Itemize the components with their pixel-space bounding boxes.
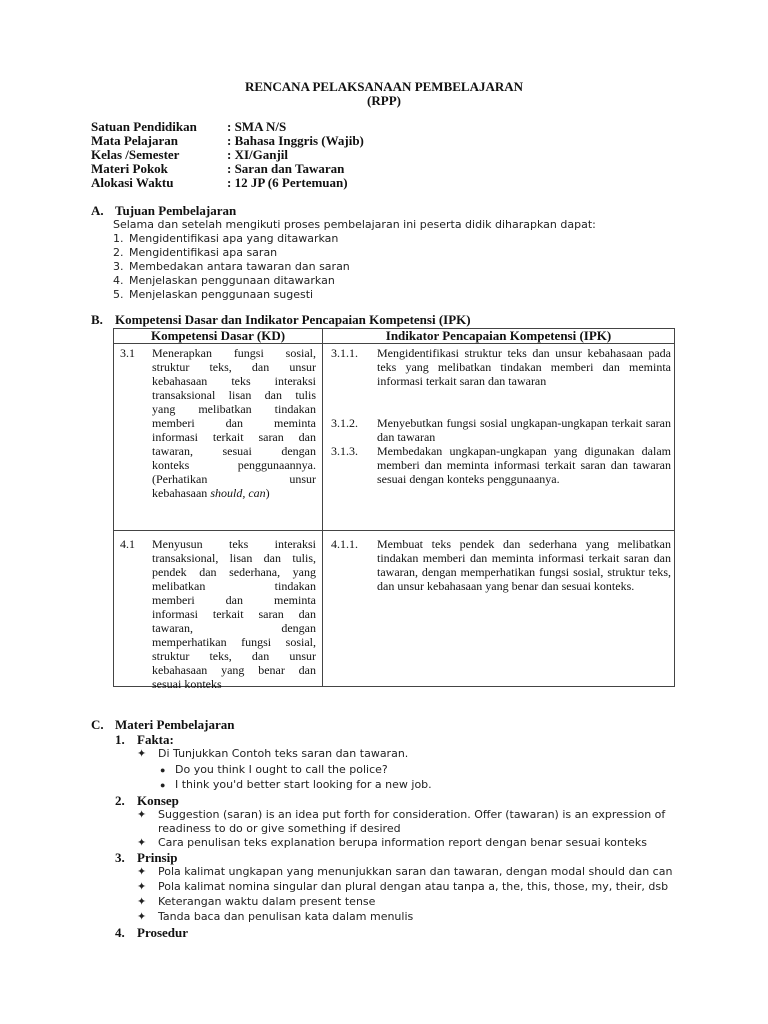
identity-value: : Bahasa Inggris (Wajib) xyxy=(227,133,364,148)
ipk-number: 3.1.2. xyxy=(331,416,358,430)
section-a-intro: Selama dan setelah mengikuti proses pembelajaran ini peserta didik diharapkan dapat: xyxy=(113,218,596,231)
ipk-text: Membuat teks pendek dan sederhana yang melibatkan tindakan memberi dan meminta informasi terkait saran dan tawaran, dengan memperhatikan fungsi sosial, struktur teks, dan unsur kebahasaan yang benar dan sesuai konteks. xyxy=(377,537,671,593)
list-item: Di Tunjukkan Contoh teks saran dan tawaran. xyxy=(158,747,409,760)
list-item xyxy=(113,288,313,302)
ipk-cell xyxy=(323,344,675,531)
column-header-kd: Kompetensi Dasar (KD) xyxy=(114,329,323,344)
ipk-text: Membedakan ungkapan-ungkapan yang digunakan dalam memberi dan meminta informasi terkait saran dan tawaran sesuai dengan konteks penggunaanya. xyxy=(377,444,671,486)
identity-label: Satuan Pendidikan xyxy=(91,119,197,134)
competency-table xyxy=(113,328,675,691)
ipk-cell xyxy=(323,531,675,687)
item-text: Menjelaskan penggunaan ditawarkan xyxy=(129,274,335,287)
section-title: Kompetensi Dasar dan Indikator Pencapaian Kompetensi (IPK) xyxy=(115,312,471,327)
subsection-fakta xyxy=(115,733,174,747)
cross-bullet-icon: ✦ xyxy=(137,865,147,878)
list-item xyxy=(113,246,277,260)
table-row xyxy=(114,531,675,687)
cross-bullet-icon: ✦ xyxy=(137,895,147,908)
bullet-icon: ● xyxy=(160,780,166,790)
section-c-heading xyxy=(91,718,234,732)
cross-bullet-icon: ✦ xyxy=(137,836,147,849)
identity-label: Kelas /Semester xyxy=(91,147,180,162)
ipk-number: 3.1.3. xyxy=(331,444,358,458)
kd-cell xyxy=(114,344,323,531)
list-item-continued: readiness to do or give something if desired xyxy=(158,822,401,835)
kd-number: 3.1 xyxy=(120,346,135,360)
ipk-number: 3.1.1. xyxy=(331,346,358,360)
kd-number: 4.1 xyxy=(120,537,135,551)
section-a-heading xyxy=(91,204,236,218)
item-number: 2. xyxy=(113,246,124,259)
kd-text: Menerapkan fungsi sosial, struktur teks, dan unsur kebahasaan teks interaksi transaksional lisan dan tulis yang melibatkan tindakan memberi dan meminta informasi terkait saran dan tawaran, sesuai dengan konteks penggunaannya. (Perhatikan unsur kebahasaan should, can) xyxy=(152,346,316,500)
subsection-prinsip xyxy=(115,851,177,865)
table-header-row xyxy=(114,329,675,344)
item-number: 5. xyxy=(113,288,124,301)
identity-value: : XI/Ganjil xyxy=(227,147,289,162)
identity-row xyxy=(91,162,344,176)
section-letter: B. xyxy=(91,312,103,327)
subsection-number: 3. xyxy=(115,850,125,865)
list-item: Keterangan waktu dalam present tense xyxy=(158,895,376,908)
item-number: 3. xyxy=(113,260,124,273)
subsection-title: Fakta: xyxy=(137,732,174,747)
subsection-prosedur xyxy=(115,926,188,940)
section-title: Materi Pembelajaran xyxy=(115,717,235,732)
identity-value: : Saran dan Tawaran xyxy=(227,161,345,176)
identity-row xyxy=(91,134,364,148)
identity-label: Alokasi Waktu xyxy=(91,175,174,190)
identity-value: : 12 JP (6 Pertemuan) xyxy=(227,175,348,190)
document-title: RENCANA PELAKSANAAN PEMBELAJARAN xyxy=(244,79,524,94)
section-b-heading xyxy=(91,313,471,327)
subsection-konsep xyxy=(115,794,179,808)
cross-bullet-icon: ✦ xyxy=(137,880,147,893)
item-number: 4. xyxy=(113,274,124,287)
identity-label: Materi Pokok xyxy=(91,161,168,176)
subsection-title: Prinsip xyxy=(137,850,178,865)
identity-row xyxy=(91,176,348,190)
cross-bullet-icon: ✦ xyxy=(137,747,147,760)
column-header-ipk: Indikator Pencapaian Kompetensi (IPK) xyxy=(323,329,675,344)
ipk-number: 4.1.1. xyxy=(331,537,358,551)
ipk-text: Mengidentifikasi struktur teks dan unsur kebahasaan pada teks yang melibatkan tindakan memberi dan meminta informasi terkait saran dan tawaran xyxy=(377,346,671,388)
item-number: 1. xyxy=(113,232,124,245)
subsection-title: Konsep xyxy=(137,793,179,808)
list-item: Pola kalimat ungkapan yang menunjukkan saran dan tawaran, dengan modal should dan can xyxy=(158,865,673,878)
item-text: Menjelaskan penggunaan sugesti xyxy=(129,288,314,301)
section-letter: A. xyxy=(91,203,104,218)
subsection-number: 2. xyxy=(115,793,125,808)
list-item: Pola kalimat nomina singular dan plural dengan atau tanpa a, the, this, those, my, their, dsb xyxy=(158,880,669,893)
list-item xyxy=(113,232,338,246)
section-title: Tujuan Pembelajaran xyxy=(115,203,237,218)
list-item: Cara penulisan teks explanation berupa information report dengan benar sesuai konteks xyxy=(158,836,648,849)
table-row xyxy=(114,344,675,531)
bullet-icon: ● xyxy=(160,765,166,775)
kd-text: Menyusun teks interaksi transaksional, lisan dan tulis, pendek dan sederhana, yang melibatkan tindakan memberi dan meminta informasi terkait saran dan tawaran, dengan memperhatikan fungsi sosial, struktur teks, dan unsur kebahasaan yang benar dan sesuai konteks xyxy=(152,537,316,691)
item-text: Mengidentifikasi apa saran xyxy=(129,246,278,259)
list-item: Tanda baca dan penulisan kata dalam menulis xyxy=(158,910,414,923)
list-item: Do you think I ought to call the police? xyxy=(175,763,388,776)
identity-row xyxy=(91,120,286,134)
kd-cell xyxy=(114,531,323,691)
ipk-text: Menyebutkan fungsi sosial ungkapan-ungkapan terkait saran dan tawaran xyxy=(377,416,671,444)
subsection-number: 4. xyxy=(115,925,125,940)
list-item: I think you'd better start looking for a new job. xyxy=(175,778,432,791)
subsection-title: Prosedur xyxy=(137,925,189,940)
item-text: Membedakan antara tawaran dan saran xyxy=(129,260,350,273)
list-item xyxy=(113,274,335,288)
list-item xyxy=(113,260,350,274)
identity-label: Mata Pelajaran xyxy=(91,133,179,148)
identity-row xyxy=(91,148,288,162)
cross-bullet-icon: ✦ xyxy=(137,808,147,821)
section-letter: C. xyxy=(91,717,104,732)
identity-value: : SMA N/S xyxy=(227,119,287,134)
cross-bullet-icon: ✦ xyxy=(137,910,147,923)
document-subtitle: (RPP) xyxy=(367,93,401,108)
subsection-number: 1. xyxy=(115,732,125,747)
list-item: Suggestion (saran) is an idea put forth for consideration. Offer (tawaran) is an expression of xyxy=(158,808,666,821)
item-text: Mengidentifikasi apa yang ditawarkan xyxy=(129,232,339,245)
